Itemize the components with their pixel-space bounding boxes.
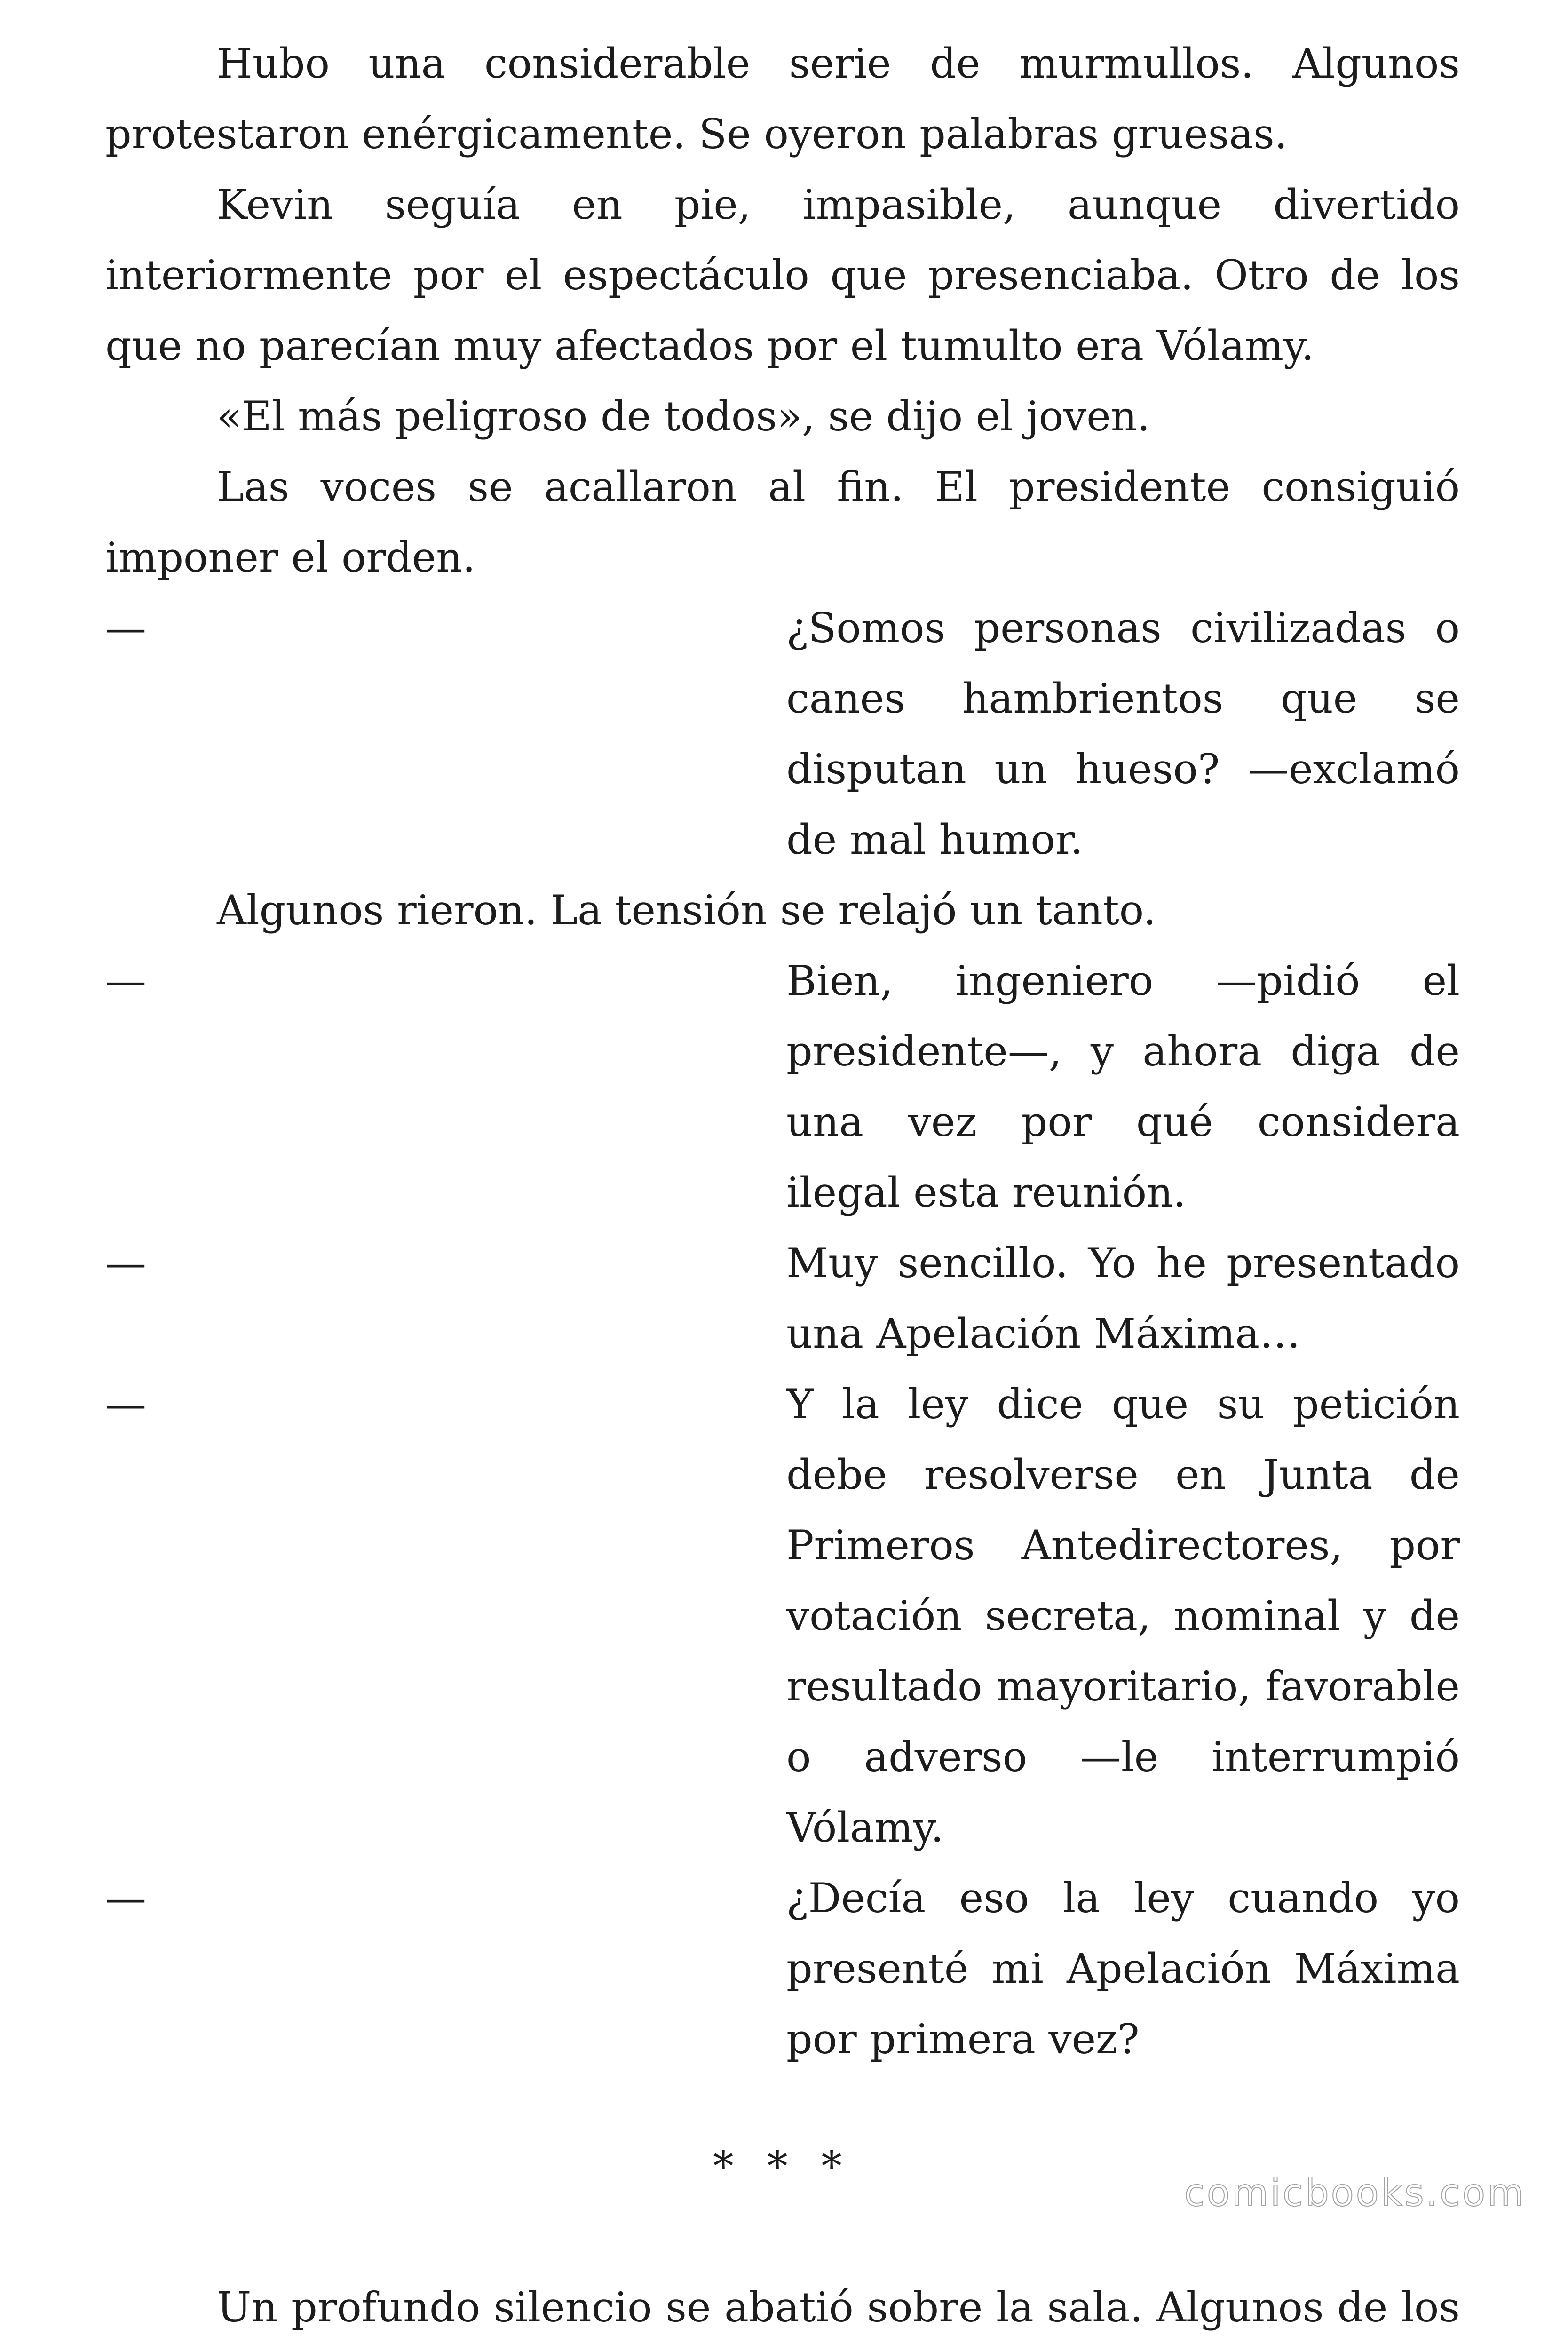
dialogue-line [105, 1369, 1460, 1863]
dialogue-text: Bien, ingeniero —pidió el presidente—, y ahora diga de una vez por qué considera ilegal esta reunión. [786, 957, 1460, 1216]
scene-separator: * * * [713, 2142, 852, 2190]
dialogue-dash: — [105, 1874, 146, 1922]
paragraph-silence: Un profundo silencio se abatió sobre la sala. Algunos de los [217, 2283, 1460, 2331]
paragraph-murmurs: Hubo una considerable serie de murmullos. Algunos protestaron enérgicamente. Se oyeron palabras gruesas. [105, 40, 1460, 158]
dialogue-dash: — [105, 1239, 146, 1287]
paragraph-laughter: Algunos rieron. La tensión se relajó un tanto. [217, 886, 1156, 934]
dialogue-text: ¿Somos personas civilizadas o canes hambrientos que se disputan un hueso? —exclamó de mal humor. [786, 604, 1460, 864]
dialogue-line [105, 1863, 1460, 2074]
dialogue-dash: — [105, 957, 146, 1005]
paragraph-kevin: Kevin seguía en pie, impasible, aunque divertido interiormente por el espectáculo que presenciaba. Otro de los que no parecían muy afectados por el tumulto era Vólamy. [105, 181, 1460, 370]
dialogue-text: Muy sencillo. Yo he presentado una Apelación Máxima… [786, 1239, 1460, 1358]
dialogue-line [105, 946, 1460, 1228]
dialogue-line [105, 1228, 1460, 1369]
dialogue-line [105, 593, 1460, 875]
dialogue-dash: — [105, 604, 146, 652]
dialogue-text: Y la ley dice que su petición debe resolverse en Junta de Primeros Antedirectores, por votación secreta, nominal y de resultado mayoritario, favorable o adverso —le interrumpió Vólamy. [786, 1380, 1460, 1851]
watermark-logo: comicbooks.com [1184, 2171, 1526, 2215]
paragraph-thought: «El más peligroso de todos», se dijo el joven. [217, 392, 1150, 440]
dialogue-dash: — [105, 1380, 146, 1428]
paragraph-order: Las voces se acallaron al fin. El presidente consiguió imponer el orden. [105, 463, 1460, 581]
dialogue-text: ¿Decía eso la ley cuando yo presenté mi Apelación Máxima por primera vez? [786, 1874, 1460, 2063]
book-page [105, 28, 1460, 2343]
